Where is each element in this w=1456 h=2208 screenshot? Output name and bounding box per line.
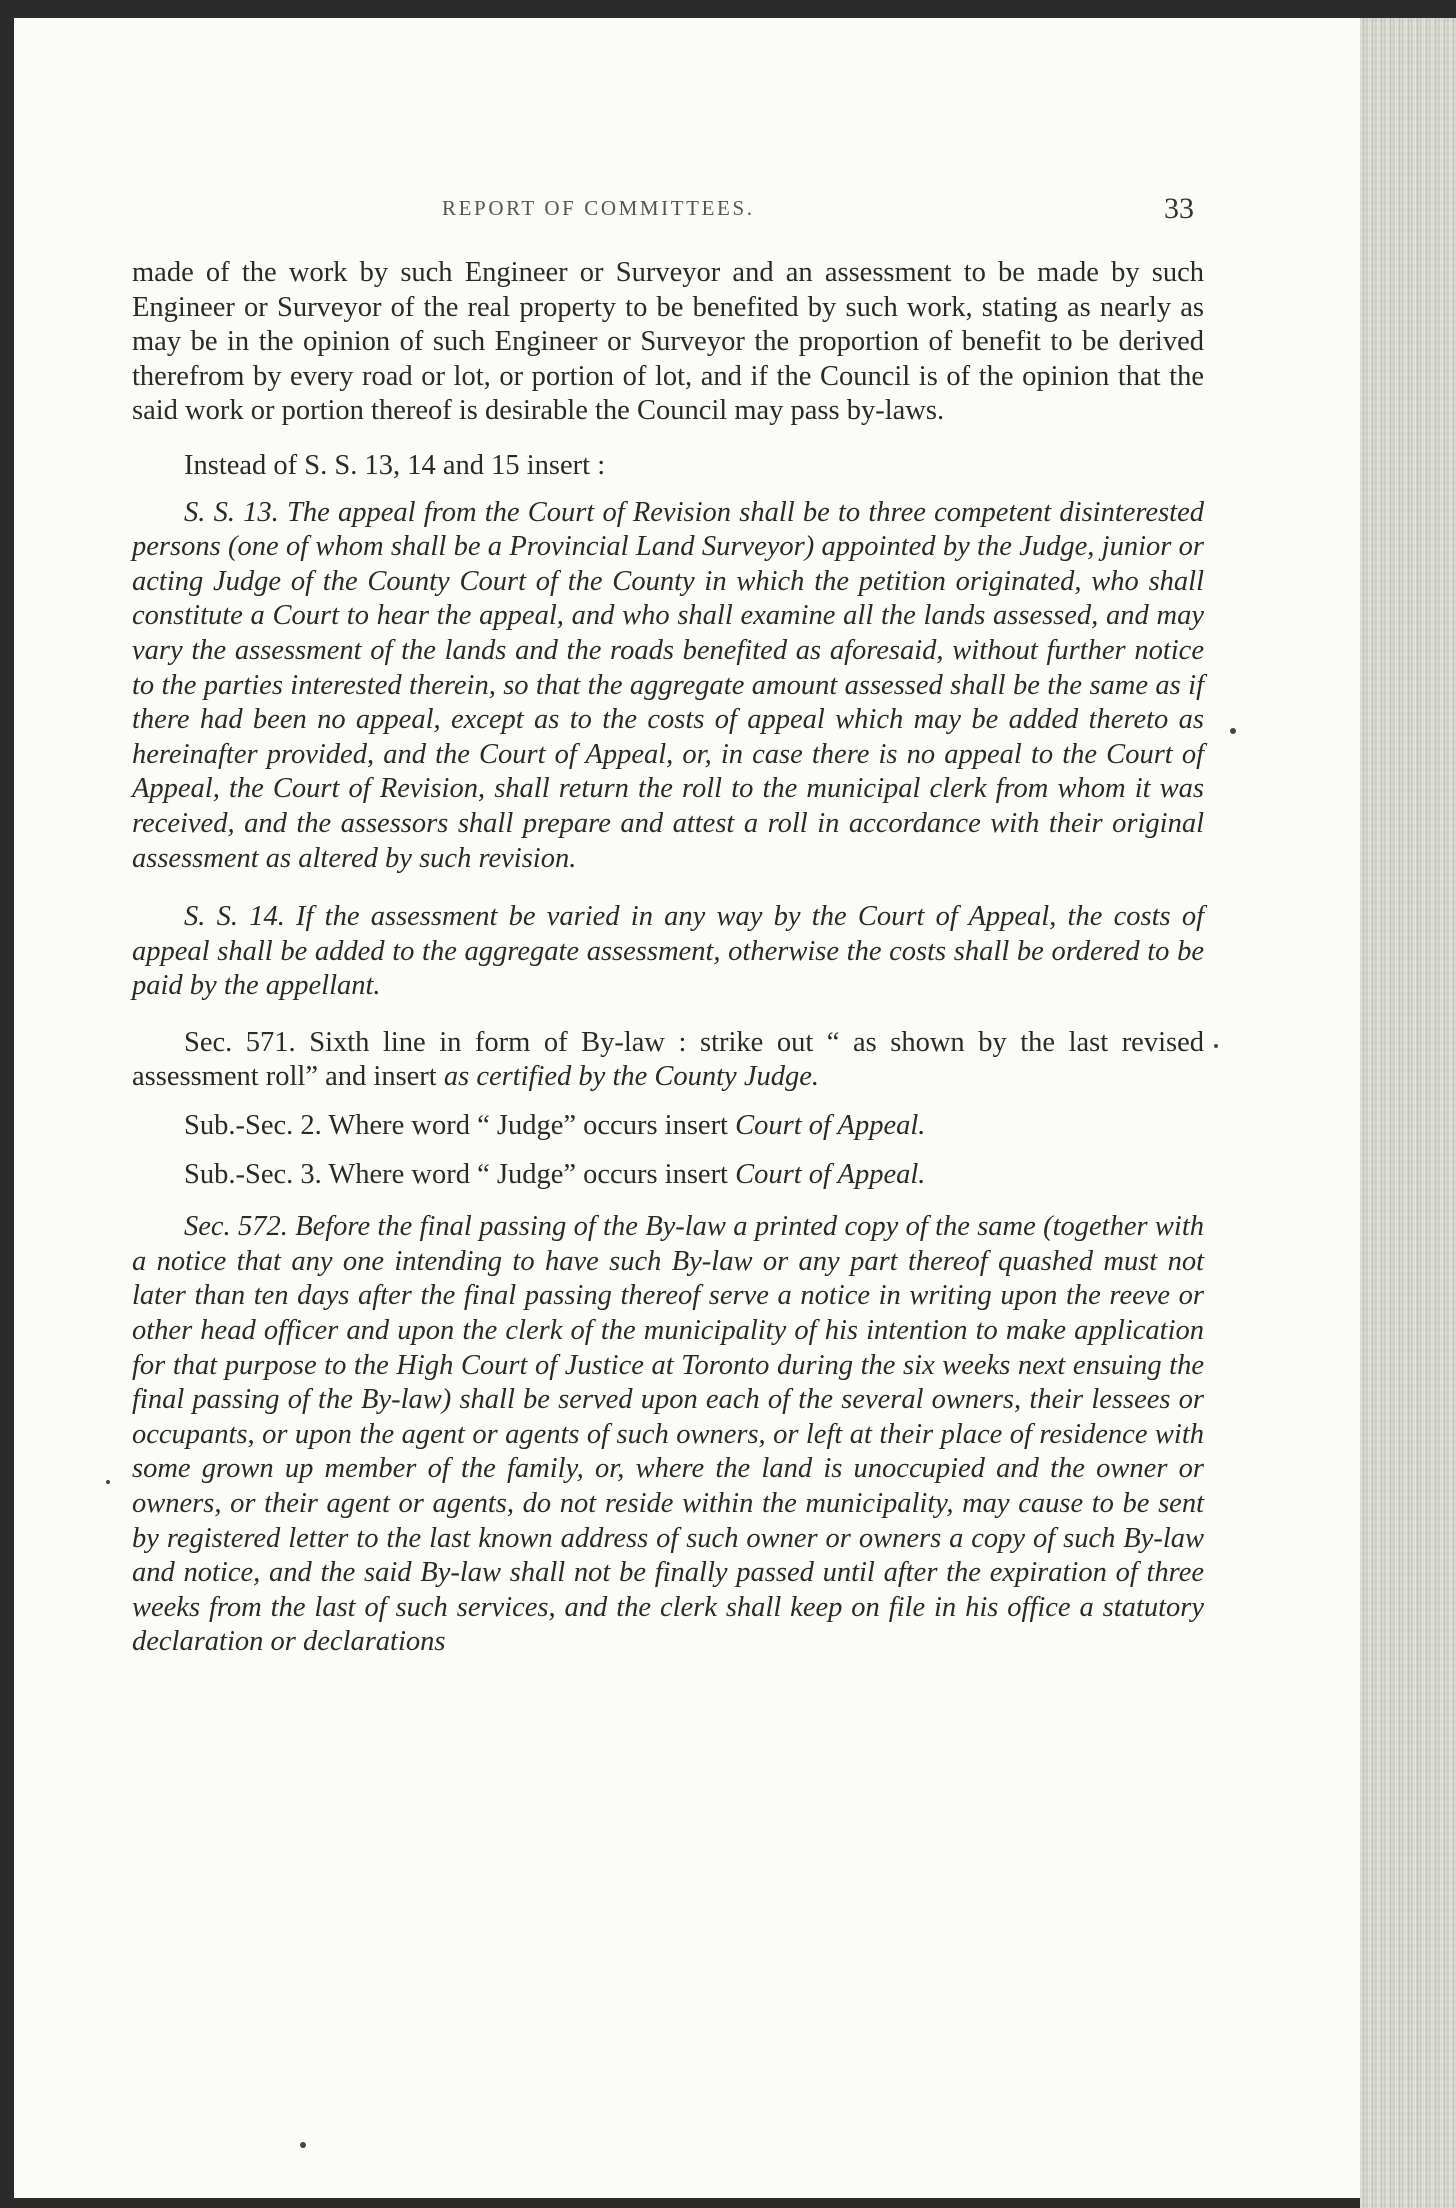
sub-sec-2-text: Sub.-Sec. 2. Where word “ Judge” occurs insert (184, 1110, 736, 1142)
sec-571-text: Sec. 571. Sixth line in form of By-law : strike out “ as shown by the last revised assessment roll” and insert (132, 1026, 1204, 1093)
paragraph-sub-sec-2 (132, 1109, 1204, 1144)
ink-speck (300, 2142, 306, 2148)
sub-sec-3-insert: Court of Appeal. (735, 1158, 926, 1190)
sec-571-insert: as certified by the County Judge. (443, 1061, 820, 1093)
paragraph-ss-13: S. S. 13. The appeal from the Court of Revision shall be to three competent disinterested persons (one of whom shall be a Provincial Land Surveyor) appointed by the Judge, junior or acting Judge of the County Court of the County in which the petition originated, who shall constitute a Court to hear the appeal, and who shall examine all the lands assessed, and may vary the assessment of the lands and the roads benefited as aforesaid, without further notice to the parties interested therein, so that the aggregate amount assessed shall be the same as if there had been no appeal, except as to the costs of appeal which may be added thereto as hereinafter provided, and the Court of Appeal, or, in case there is no appeal to the Court of Appeal, the Court of Revision, shall return the roll to the municipal clerk from whom it was received, and the assessors shall prepare and attest a roll in accordance with their original assessment as altered by such revision. (132, 496, 1204, 874)
sub-sec-3-text: Sub.-Sec. 3. Where word “ Judge” occurs insert (184, 1158, 736, 1190)
paragraph-sec-572: Sec. 572. Before the final passing of the By-law a printed copy of the same (together with a notice that any one intending to have such By-law or any part thereof quashed must not later than ten days after the final passing thereof serve a notice in writing upon the reeve or other head officer and upon the clerk of the municipality of his intention to make application for that purpose to the High Court of Justice at Toronto during the six weeks next ensuing the final passing of the By-law) shall be served upon each of the several owners, their lessees or occupants, or upon the agent or agents of such owners, or left at their place of residence with some grown up member of the family, or, where the land is unoccupied and the owner or owners, or their agent or agents, do not reside within the municipality, may cause to be sent by registered letter to the last known address of such owner or owners a copy of such By-law and notice, and the said By-law shall not be finally passed until after the expiration of three weeks from the last of such services, and the clerk shall keep on file in his office a statutory declaration or declarations (132, 1211, 1204, 1658)
ink-speck (106, 1480, 110, 1484)
ink-speck (1214, 1044, 1218, 1048)
page-header (14, 190, 1360, 230)
running-head: REPORT OF COMMITTEES. (442, 196, 755, 220)
paragraph-sec-571 (132, 1026, 1204, 1095)
book-page (14, 18, 1360, 2198)
sub-sec-2-insert: Court of Appeal. (735, 1110, 926, 1142)
paragraph-ss-14: S. S. 14. If the assessment be varied in any way by the Court of Appeal, the costs of appeal shall be added to the aggregate assessment, otherwise the costs shall be ordered to be paid by the appellant. (132, 901, 1204, 1002)
paragraph-instead-of: Instead of S. S. 13, 14 and 15 insert : (184, 449, 606, 481)
paragraph-continuation: made of the work by such Engineer or Surveyor and an assessment to be made by such Engineer or Surveyor of the real property to be benefited by such work, stating as nearly as may be in the opinion of such Engineer or Surveyor the proportion of benefit to be derived therefrom by every road or lot, or portion of lot, and if the Council is of the opinion that the said work or portion thereof is desirable the Council may pass by-laws. (132, 257, 1204, 427)
body-text (132, 256, 1204, 1660)
ink-speck (1230, 728, 1236, 734)
page-number: 33 (1164, 192, 1194, 225)
book-page-edges (1360, 18, 1456, 2208)
paragraph-sub-sec-3 (132, 1158, 1204, 1193)
